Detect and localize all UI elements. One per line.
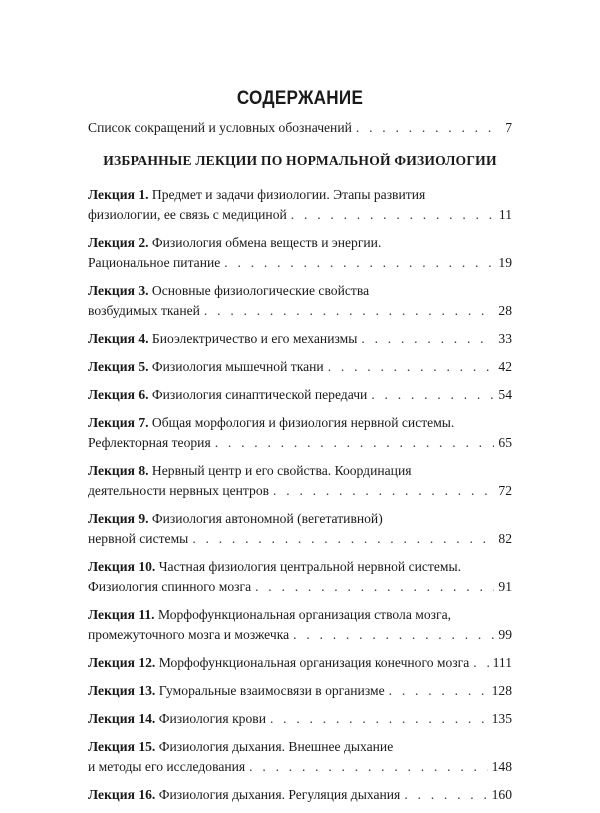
toc-entry-lecture[interactable] [88, 737, 512, 777]
toc-page-number: 42 [498, 359, 512, 374]
lecture-title-line [88, 433, 512, 453]
lecture-title-line [88, 509, 512, 529]
toc-entry-title: Список сокращений и условных обозначений [88, 120, 352, 135]
lecture-title-line [88, 413, 512, 433]
lecture-title-line [88, 709, 512, 729]
lecture-title-continued: нервной системы [88, 531, 189, 546]
lecture-title-line [88, 785, 512, 805]
toc-entry-lecture[interactable] [88, 413, 512, 453]
lecture-title: Гуморальные взаимосвязи в организме [158, 683, 385, 698]
lecture-title-line [88, 329, 512, 349]
toc-page-number: 33 [498, 331, 512, 346]
toc-page-number: 7 [505, 120, 512, 135]
lecture-title-line [88, 301, 512, 321]
toc-page-number: 99 [498, 627, 512, 642]
toc-entry-abbreviations[interactable] [88, 118, 512, 138]
lecture-title: Общая морфология и физиология нервной системы. [151, 415, 455, 430]
lecture-title-continued: физиологии, ее связь с медициной [88, 207, 287, 222]
lecture-number: Лекция 5. [88, 359, 149, 374]
toc-page-number: 111 [492, 655, 512, 670]
lecture-number: Лекция 10. [88, 559, 156, 574]
lecture-number: Лекция 12. [88, 655, 156, 670]
lecture-list [88, 185, 512, 805]
lecture-title-continued: Рефлекторная теория [88, 435, 211, 450]
lecture-title-continued: промежуточного мозга и мозжечка [88, 627, 290, 642]
section-heading: ИЗБРАННЫЕ ЛЕКЦИИ ПО НОРМАЛЬНОЙ ФИЗИОЛОГИИ [103, 153, 497, 168]
leader-dots [215, 433, 495, 453]
leader-dots [361, 329, 494, 349]
lecture-number: Лекция 16. [88, 787, 156, 802]
toc-page-number: 128 [491, 683, 512, 698]
leader-dots [204, 301, 494, 321]
toc-page-number: 28 [498, 303, 512, 318]
lecture-number: Лекция 8. [88, 463, 149, 478]
toc-entry-lecture[interactable] [88, 461, 512, 501]
lecture-title-line [88, 253, 512, 273]
leader-dots [291, 205, 495, 225]
lecture-title-line [88, 605, 512, 625]
lecture-number: Лекция 13. [88, 683, 156, 698]
toc-page-number: 72 [498, 483, 512, 498]
toc-entry-lecture[interactable] [88, 681, 512, 701]
toc-entry-lecture[interactable] [88, 709, 512, 729]
lecture-title: Физиология автономной (вегетативной) [151, 511, 383, 526]
toc-page-number: 82 [498, 531, 512, 546]
toc-page-number: 91 [498, 579, 512, 594]
leader-dots [371, 385, 494, 405]
lecture-title: Морфофункциональная организация ствола мозга, [157, 607, 452, 622]
lecture-title: Физиология крови [158, 711, 266, 726]
lecture-title-wrap [88, 385, 367, 405]
lecture-number: Лекция 4. [88, 331, 149, 346]
toc-entry-lecture[interactable] [88, 653, 512, 673]
toc-entry-lecture[interactable] [88, 329, 512, 349]
lecture-title-continued: деятельности нервных центров [88, 483, 270, 498]
lecture-number: Лекция 1. [88, 187, 149, 202]
lecture-title-line [88, 737, 512, 757]
lecture-title-wrap [88, 329, 357, 349]
lecture-title-line [88, 757, 512, 777]
lecture-title-wrap [88, 785, 400, 805]
toc-entry-lecture[interactable] [88, 785, 512, 805]
lecture-title: Морфофункциональная организация конечного мозга [158, 655, 470, 670]
toc-entry-lecture[interactable] [88, 357, 512, 377]
leader-dots [192, 529, 494, 549]
lecture-title-wrap [88, 357, 324, 377]
lecture-title-continued: Рациональное питание [88, 255, 221, 270]
toc-entry-lecture[interactable] [88, 605, 512, 645]
lecture-title-line [88, 529, 512, 549]
lecture-title-wrap [88, 709, 266, 729]
toc-entry-lecture[interactable] [88, 185, 512, 225]
lecture-title: Биоэлектричество и его механизмы [151, 331, 358, 346]
lecture-title-continued: Физиология спинного мозга [88, 579, 252, 594]
leader-dots [270, 709, 488, 729]
leader-dots [356, 118, 498, 138]
toc-entry-lecture[interactable] [88, 385, 512, 405]
lecture-title-line [88, 357, 512, 377]
toc-page-number: 135 [491, 711, 512, 726]
lecture-title: Физиология дыхания. Внешнее дыхание [158, 739, 394, 754]
lecture-title: Частная физиология центральной нервной системы. [158, 559, 462, 574]
lecture-title-line [88, 557, 512, 577]
lecture-title-wrap [88, 653, 469, 673]
leader-dots [224, 253, 494, 273]
lecture-title: Предмет и задачи физиологии. Этапы развития [151, 187, 426, 202]
lecture-number: Лекция 6. [88, 387, 149, 402]
leader-dots [255, 577, 494, 597]
toc-entry-lecture[interactable] [88, 509, 512, 549]
lecture-number: Лекция 14. [88, 711, 156, 726]
lecture-title-wrap [88, 681, 385, 701]
toc-entry-lecture[interactable] [88, 233, 512, 273]
toc-page-number: 148 [491, 759, 512, 774]
lecture-number: Лекция 3. [88, 283, 149, 298]
leader-dots [293, 625, 494, 645]
lecture-number: Лекция 7. [88, 415, 149, 430]
lecture-number: Лекция 2. [88, 235, 149, 250]
toc-page-number: 65 [498, 435, 512, 450]
lecture-number: Лекция 9. [88, 511, 149, 526]
lecture-title: Физиология обмена веществ и энергии. [151, 235, 382, 250]
lecture-title-line [88, 281, 512, 301]
table-of-contents [88, 118, 512, 813]
lecture-title: Физиология дыхания. Регуляция дыхания [158, 787, 401, 802]
toc-page-number: 11 [498, 207, 512, 222]
toc-entry-lecture[interactable] [88, 557, 512, 597]
lecture-title-continued: и методы его исследования [88, 759, 246, 774]
toc-page-number: 54 [498, 387, 512, 402]
lecture-title-line [88, 625, 512, 645]
lecture-title: Нервный центр и его свойства. Координация [151, 463, 412, 478]
lecture-number: Лекция 11. [88, 607, 155, 622]
page-title: СОДЕРЖАНИЕ [236, 88, 364, 109]
lecture-title: Физиология мышечной ткани [151, 359, 324, 374]
toc-page-number: 19 [498, 255, 512, 270]
leader-dots [273, 481, 494, 501]
leader-dots [328, 357, 495, 377]
lecture-title-line [88, 385, 512, 405]
lecture-title-line [88, 185, 512, 205]
toc-page-number: 160 [491, 787, 512, 802]
lecture-title-line [88, 481, 512, 501]
lecture-title: Физиология синаптической передачи [151, 387, 368, 402]
lecture-title-line [88, 653, 512, 673]
lecture-number: Лекция 15. [88, 739, 156, 754]
lecture-title: Основные физиологические свойства [151, 283, 370, 298]
lecture-title-line [88, 461, 512, 481]
leader-dots [473, 653, 488, 673]
lecture-title-line [88, 577, 512, 597]
lecture-title-line [88, 205, 512, 225]
lecture-title-continued: возбудимых тканей [88, 303, 200, 318]
toc-entry-lecture[interactable] [88, 281, 512, 321]
leader-dots [389, 681, 488, 701]
leader-dots [249, 757, 487, 777]
lecture-title-line [88, 233, 512, 253]
leader-dots [404, 785, 487, 805]
lecture-title-line [88, 681, 512, 701]
